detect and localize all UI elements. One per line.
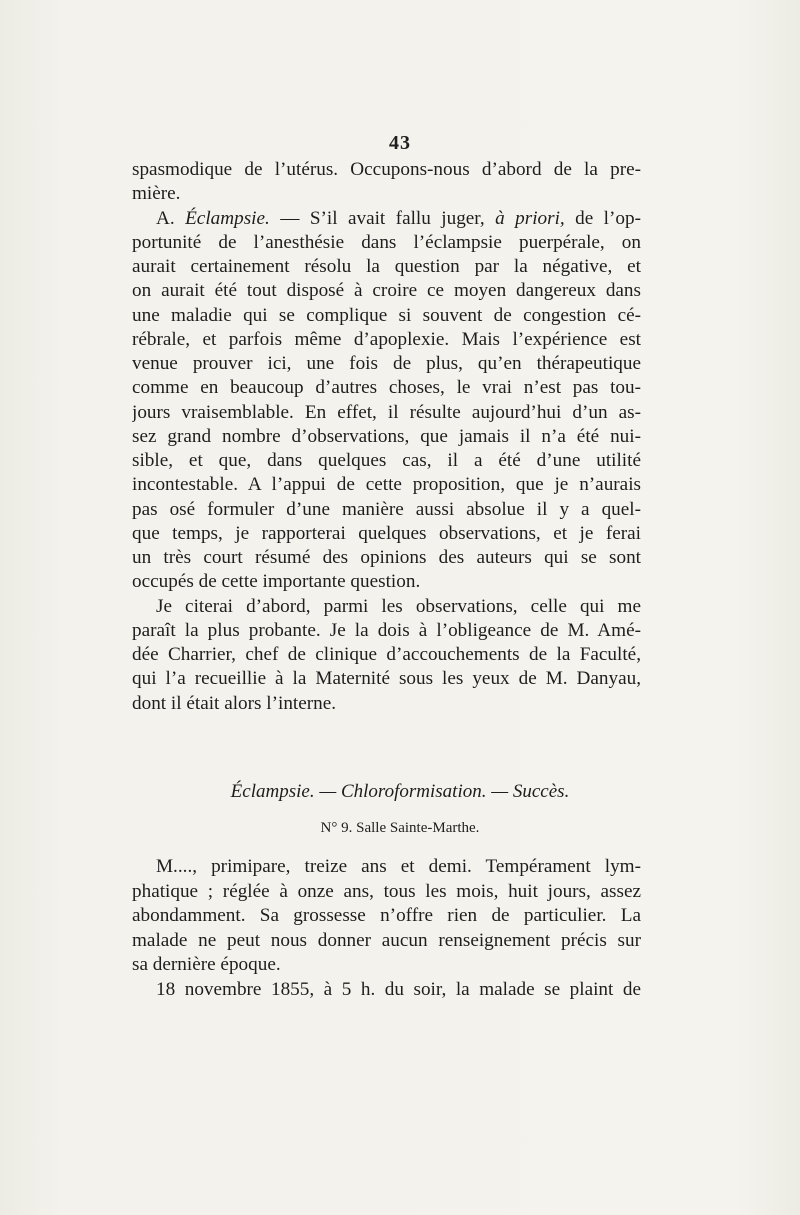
section-label: A. [156,207,186,229]
text-line: phatique ; réglée à onze ans, tous les mois, huit jours, assez [132,880,641,902]
text-line: occupés de cette importante question. [132,571,421,593]
text-line: qui l’a recueillie à la Maternité sous les yeux de M. Danyau, [132,668,641,690]
text-line: incontestable. A l’appui de cette proposition, que je n’aurais [132,474,641,496]
text-line: on aurait été tout disposé à croire ce moyen dangereux dans [132,280,641,302]
page-number: 43 [389,132,411,154]
text-line: sa dernière époque. [132,954,281,976]
text-line: rébrale, et parfois même d’apoplexie. Mais l’expérience est [132,328,641,350]
text-line: venue prouver ici, une fois de plus, qu’en thérapeutique [132,353,641,374]
text-line: une maladie qui se complique si souvent de congestion cé- [132,304,641,326]
text-line: que temps, je rapporterai quelques observations, et je ferai [132,522,641,544]
section-term: Éclampsie. [185,207,270,229]
observation-text [132,855,641,1003]
text-line: Je citerai d’abord, parmi les observations, celle qui me [156,595,641,617]
text-line: sible, et que, dans quelques cas, il a été d’une utilité [132,450,641,471]
text-line: portunité de l’anesthésie dans l’éclampsie puerpérale, on [132,231,641,253]
text-line: 18 novembre 1855, à 5 h. du soir, la malade se plaint de [156,978,641,1000]
text-line: abondamment. Sa grossesse n’offre rien de particulier. La [132,905,641,927]
text-line: mière. [132,183,181,205]
text-line: un très court résumé des opinions des auteurs qui se sont [132,547,641,568]
text-line: dée Charrier, chef de clinique d’accouchements de la Faculté, [132,644,641,665]
text-line: comme en beaucoup d’autres choses, le vrai n’est pas tou- [132,377,641,399]
main-text [132,158,641,716]
text-line: paraît la plus probante. Je la dois à l’obligeance de M. Amé- [132,619,641,641]
observation-subheading: N° 9. Salle Sainte-Marthe. [320,820,480,836]
text-line: dont il était alors l’interne. [132,692,337,714]
observation-heading: Éclampsie. — Chloroformisation. — Succès. [230,781,570,802]
text-line: M...., primipare, treize ans et demi. Tempérament lym- [156,856,641,877]
paragraph-lead-line [132,207,641,231]
lead-text: — S’il avait fallu juger, [269,207,496,229]
lead-text-end: de l’op- [564,207,641,229]
lead-italic: à priori, [495,207,565,229]
text-line: jours vraisemblable. En effet, il résulte aujourd’hui d’un as- [132,401,641,423]
text-line: sez grand nombre d’observations, que jamais il n’a été nui- [132,425,641,447]
text-line: malade ne peut nous donner aucun renseignement précis sur [132,929,641,951]
text-line: spasmodique de l’utérus. Occupons-nous d’abord de la pre- [132,159,641,180]
text-line: pas osé formuler d’une manière aussi absolue il y a quel- [132,498,641,520]
text-line: aurait certainement résolu la question par la négative, et [132,256,641,277]
